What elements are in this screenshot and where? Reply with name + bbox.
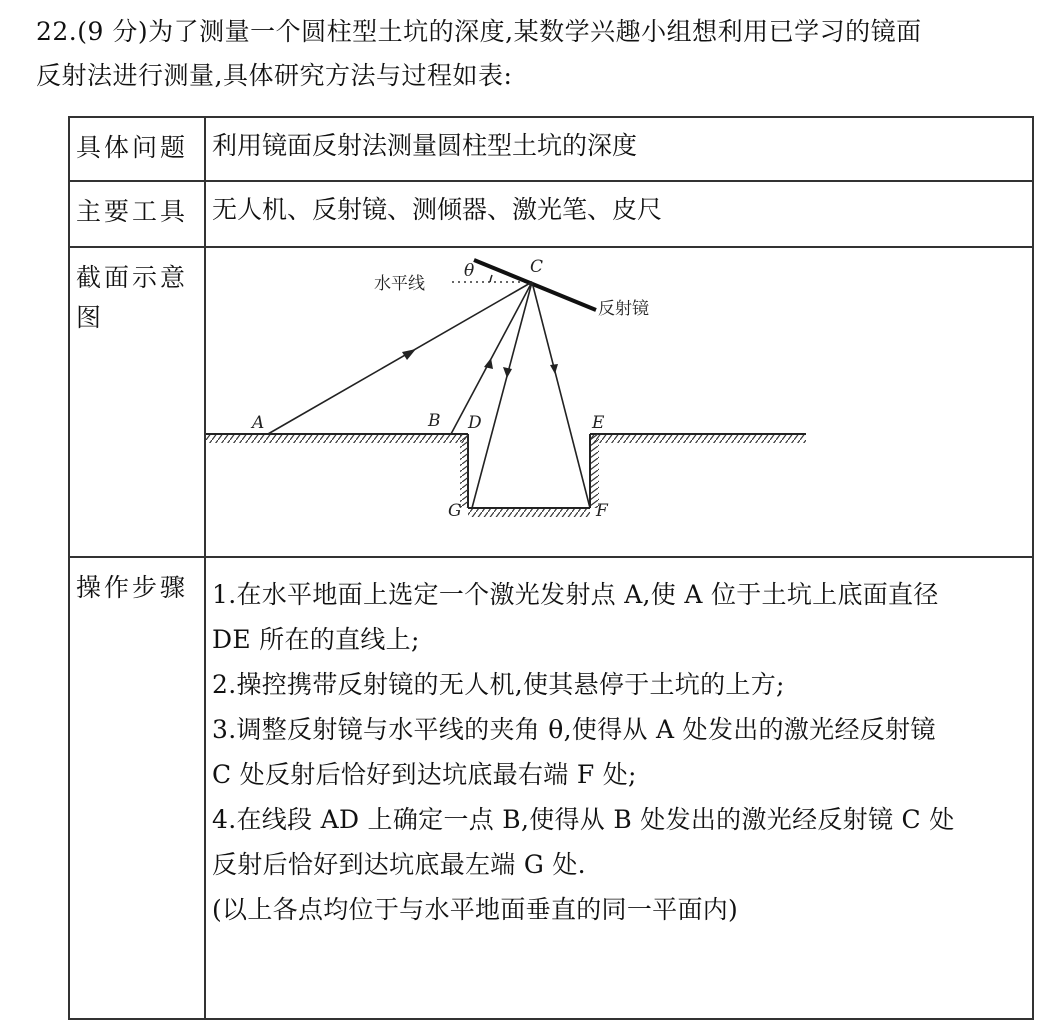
step-line: 3.调整反射镜与水平线的夹角 θ,使得从 A 处发出的激光经反射镜 [212,715,936,744]
question-text [36,10,1036,98]
table-row [69,117,1033,181]
point-label-f: F [596,501,608,521]
method-table [68,116,1034,1020]
angle-arc [490,275,492,282]
point-label-d: D [468,413,482,433]
point-label-c: C [530,257,544,277]
step-line: (以上各点均位于与水平地面垂直的同一平面内) [212,895,739,924]
row-label-problem: 具体问题 [69,117,205,181]
row-label-steps: 操作步骤 [69,557,205,1019]
step-line: 4.在线段 AD 上确定一点 B,使得从 B 处发出的激光经反射镜 C 处 [212,805,955,834]
question-line-1: 22.(9 分)为了测量一个圆柱型土坑的深度,某数学兴趣小组想利用已学习的镜面 [36,17,922,46]
step-line: 1.在水平地面上选定一个激光发射点 A,使 A 位于土坑上底面直径 [212,580,939,609]
cross-section-cell [205,247,1033,557]
row-value-problem: 利用镜面反射法测量圆柱型土坑的深度 [205,117,1033,181]
point-labels [250,257,609,521]
steps-cell [205,557,1033,1019]
ground-right [590,434,806,443]
cross-section-diagram [206,248,1026,548]
table-row [69,247,1033,557]
angle-theta-label: θ [464,261,475,281]
step-line: 2.操控携带反射镜的无人机,使其悬停于土坑的上方; [212,670,785,699]
point-label-b: B [428,411,441,431]
point-label-a: A [252,413,265,433]
horizontal-line-label: 水平线 [374,274,425,293]
point-label-e: E [592,413,605,433]
row-label-diagram: 截面示意图 [69,247,205,557]
row-value-tools: 无人机、反射镜、测倾器、激光笔、皮尺 [205,181,1033,247]
step-line: 反射后恰好到达坑底最左端 G 处. [212,850,586,879]
step-line: C 处反射后恰好到达坑底最右端 F 处; [212,760,637,789]
point-label-g: G [448,501,462,521]
ground-left [206,434,468,443]
table-row [69,181,1033,247]
mirror-label: 反射镜 [598,299,649,318]
step-line: DE 所在的直线上; [212,625,420,654]
question-line-2: 反射法进行测量,具体研究方法与过程如表: [36,61,513,90]
laser-rays [268,282,590,508]
ray-arrows [402,349,558,378]
row-label-tools: 主要工具 [69,181,205,247]
table-row [69,557,1033,1019]
